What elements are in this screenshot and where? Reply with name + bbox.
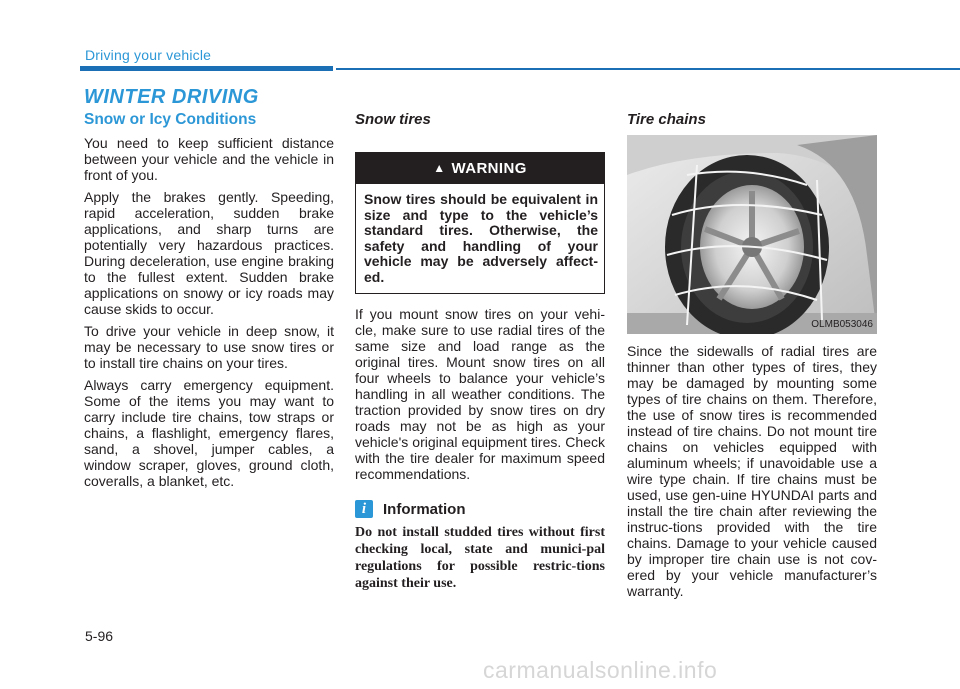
warning-header bbox=[356, 153, 604, 184]
snow-icy-heading: Snow or Icy Conditions bbox=[84, 111, 257, 128]
paragraph: To drive your vehicle in deep snow, it may be necessary to use snow tires or to install tire chains on your tires. bbox=[84, 323, 334, 371]
tire-chains-heading: Tire chains bbox=[627, 111, 706, 128]
snow-tires-heading: Snow tires bbox=[355, 111, 431, 128]
paragraph: Apply the brakes gently. Speeding, rapid acceleration, sudden brake applications, and sharp turns are potentially very hazardous practices. During deceleration, use engine braking to the fullest extent. Sudden brake applications on snowy or icy roads may cause skids to occur. bbox=[84, 189, 334, 317]
watermark: carmanualsonline.info bbox=[483, 657, 718, 683]
warning-icon: ▲ bbox=[433, 161, 446, 175]
paragraph: Since the sidewalls of radial tires are thinner than other types of tires, they may be damaged by mounting some types of tire chains on them. Therefore, the use of snow tires is recommended instead of tire chains. Do not mount tire chains on vehicles equipped with aluminum wheels; if unavoidable use a wire type chain. If tire chains must be used, use gen-uine HYUNDAI parts and install the tire chain after reviewing the instruc-tions provided with the tire chains. Damage to your vehicle caused by improper tire chain use is not cov-ered by your vehicle manufacturer’s warranty. bbox=[627, 343, 877, 599]
warning-text: Snow tires should be equivalent in size and type to the vehicle’s standard tires. Otherwise, the safety and handling of your vehicle may be adversely affect-ed. bbox=[364, 191, 598, 285]
warning-label: WARNING bbox=[451, 160, 527, 177]
page-number: 5-96 bbox=[85, 628, 114, 644]
figure-code: OLMB053046 bbox=[811, 319, 873, 330]
section-tag: Driving your vehicle bbox=[85, 47, 212, 63]
column-middle bbox=[355, 111, 605, 592]
info-icon: i bbox=[355, 500, 373, 518]
warning-box bbox=[355, 152, 605, 294]
column-right bbox=[627, 111, 877, 605]
paragraph: You need to keep sufficient distance between your vehicle and the vehicle in front of you. bbox=[84, 135, 334, 183]
information-text: Do not install studded tires without first checking local, state and munici-pal regulations for possible restric-tions against their use. bbox=[355, 525, 605, 591]
header-rule-thick bbox=[80, 66, 333, 71]
information-header bbox=[355, 500, 605, 518]
paragraph: If you mount snow tires on your vehi-cle, make sure to use radial tires of the same size and load range as the original tires. Mount snow tires on all four wheels to balance your vehicle’s handling in all weather conditions. The traction provided by snow tires on dry roads may not be as high as your vehicle's original equipment tires. Check with the tire dealer for maximum speed recommendations. bbox=[355, 306, 605, 482]
paragraph: Always carry emergency equipment. Some of the items you may want to carry include tire chains, tow straps or chains, a flashlight, emergency flares, sand, a shovel, jumper cables, a window scraper, gloves, ground cloth, coveralls, a blanket, etc. bbox=[84, 377, 334, 489]
tire-chain-image bbox=[627, 135, 877, 334]
column-left bbox=[84, 111, 334, 495]
header-rule-thin bbox=[336, 68, 960, 70]
tire-chain-illustration bbox=[627, 135, 877, 334]
page-title: WINTER DRIVING bbox=[84, 86, 259, 108]
information-title: Information bbox=[383, 500, 466, 518]
